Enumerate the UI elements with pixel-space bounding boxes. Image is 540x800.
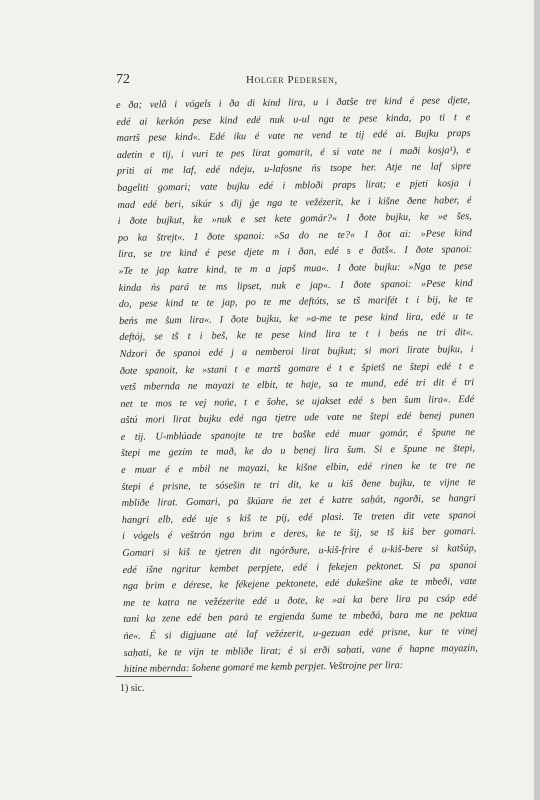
text-line: ńe«. É si digjuane até laf vežézerit, u-gezuan edé prisne, kur te vinej bbox=[123, 626, 478, 642]
text-line: edé išne ngritur kembet perpjete, edé i fekejen pektonet. Si pa spanoi bbox=[122, 559, 477, 576]
text-line: mad edé beri, sikúr s dij ģe nga te vežézerit, ke i kišne ðene haber, é bbox=[117, 194, 472, 211]
text-line: me te katra ne vežézerite edé u ðote, ke »ai ka bere lira pa csáp edé bbox=[122, 592, 478, 609]
text-line: bageliti gomari; vate bujku edé i mbloði praps lirat; e pjeti kosja i bbox=[117, 178, 472, 194]
running-head: Holger Pedersen, bbox=[246, 74, 338, 86]
text-line: edé ai kerkón pese kind edé nuk u-ul nga te pese kinda, po ti t e bbox=[116, 111, 471, 128]
text-line: adetin e tij, i vuri te pes lirat gomarit, é si vate ne i maði kosja¹), e bbox=[116, 144, 471, 161]
text-line: štepi me gezím te mað, ke do u benej lira šum. Si e špune ne štepi, bbox=[120, 443, 476, 460]
body-text bbox=[116, 93, 478, 679]
footnote: 1) sic. bbox=[120, 683, 145, 694]
footnote-rule bbox=[116, 676, 192, 677]
text-line: net te mos te vej nońe, t e šohe, se ujakset edé s ben šum lira«. Edé bbox=[120, 393, 475, 410]
text-line: deftój, se tš t i beš, ke te pese kind lira te t i beńs ne tri dit«. bbox=[119, 327, 474, 344]
text-line: po ka štrejt«. I ðote spanoi: »Sa do ne te?« I ðot ai: »Pese kind bbox=[117, 227, 473, 244]
text-line: do, pese kind te te jap, po te me deftóts, se tš marifét t i bij, ke te bbox=[118, 294, 473, 311]
text-line: lira, se tre kind é pese djete m i ðan, edé s e ðatš«. I ðote spanoi: bbox=[118, 244, 473, 261]
text-line: i ðote bujkut, ke »nuk e set kete gomár?« I ðote bujku, ke »e šes, bbox=[117, 211, 472, 228]
text-line: saḥati, ke te vijn te mbliðe lirat; é si erði saḥati, vane é hapne mayazin, bbox=[123, 642, 478, 659]
text-line: e ða; velâ i vógels i ða di kind lira, u i ðatše tre kind é pese djete, bbox=[116, 95, 471, 111]
text-line: ðote spanoit, ke »stani t e martš gomare é t e špietš ne štepi edé t e bbox=[119, 360, 474, 377]
text-line: priti ai me laf, edé ndeju, u-lafosne ńs tsope her. Atje ne laf sipre bbox=[116, 161, 472, 178]
text-line: Ndzori ðe spanoi edé j a nemberoi lirat bujkut; si mori lirate bujku, i bbox=[119, 343, 474, 360]
text-line: kinda ńs pará te ms lipset, nuk e jap«. I ðote spanoi: »Pese kind bbox=[118, 277, 473, 294]
text-line: i vógels é veštrón nga brim e deres, ke te šij, se tš kiš ber gomari. bbox=[122, 526, 477, 543]
text-line: hitine mbernda: šohene gomaré me kemb perpjet. Veštrojne per lira: bbox=[123, 660, 404, 676]
text-line: Gomari si kiš te tjetren dit ngórðure, u-kiš-frire é u-kiš-bere si katšúp, bbox=[122, 543, 477, 559]
text-line: hangri elb, edé uje s kiš te pij, edé plasi. Te treten dit vete spanoi bbox=[121, 509, 476, 526]
text-line: vetš mbernda ne mayazi te elbit, te haje, sa te mund, edé tri dit é tri bbox=[119, 377, 475, 394]
text-line: štepi é prisne, te sósešin te tri dit, ke u kiš ðene bujku, te vijne te bbox=[121, 476, 476, 493]
text-line: beńs me šum lira«. I ðote bujku, ke »a-me te pese kind lira, edé u te bbox=[119, 310, 474, 327]
text-line: tani ka zene edé ben pará te ergjenda šume te mbeðá, bara me ne pektua bbox=[123, 609, 478, 626]
text-line: e muar é e mbil ne mayazi, ke kišne elbin, edé rinen ke te tre ne bbox=[121, 460, 476, 477]
page-edge bbox=[534, 0, 540, 800]
text-line: nga brim e dérese, ke fékejene pektonete, edé dukešine ake te mbeði, vate bbox=[122, 576, 477, 593]
page-number: 72 bbox=[116, 72, 130, 87]
text-line: martš pese kind«. Edé iku é vate ne vend te tij edé ai. Bujku praps bbox=[116, 128, 471, 145]
text-line: aštú mori lirat bujku edé nga tjetre ude vate ne štepi edé benej punen bbox=[120, 410, 475, 427]
text-line: e tij. U-mblúade spanojte te tre baške edé muar gomár, é špune ne bbox=[120, 426, 475, 443]
text-line: mbliðe lirat. Gomari, pa škúare ńe zet é katre saḥát, ngorði, se hangri bbox=[121, 493, 476, 510]
text-line: »Te te jap katre kind, te m a japš mua«. I ðote bujku: »Nga te pese bbox=[118, 260, 473, 277]
